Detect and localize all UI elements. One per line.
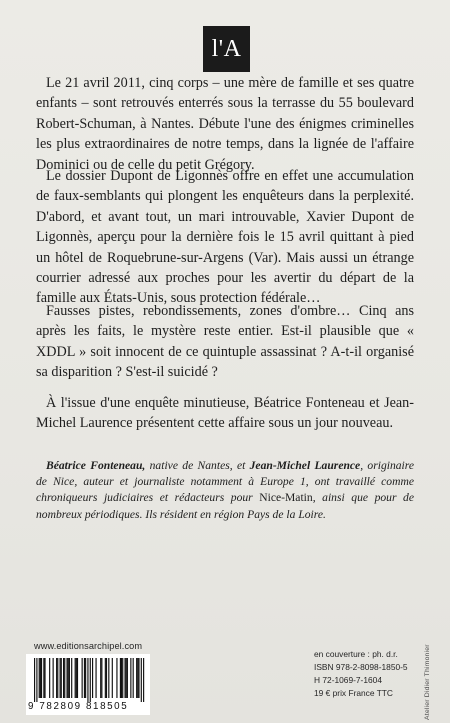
barcode-bar	[41, 658, 42, 698]
barcode-bar	[136, 658, 137, 698]
bio-text-2: , originaire de Nice, auteur et journaliste notamment à Europe 1, ont travaillé comme chroniqueurs judiciaires et rédacteurs pour	[36, 459, 415, 505]
barcode-bar	[95, 658, 96, 698]
price: 19 € prix France TTC	[314, 687, 393, 698]
barcode-bar	[138, 658, 139, 698]
author-2-name: Jean-Michel Laurence	[249, 459, 361, 472]
barcode-bar	[101, 658, 102, 698]
barcode-bar	[112, 658, 113, 698]
barcode-bar	[34, 658, 35, 702]
barcode-bar	[82, 658, 83, 698]
publisher-website: www.editionsarchipel.com	[34, 641, 143, 651]
barcode-bar	[56, 658, 57, 698]
barcode-bar	[122, 658, 123, 698]
paragraph-2: Le dossier Dupont de Ligonnès offre en effet une accumulation de faux-semblants qui plongent les enquêteurs dans la perplexité. D'abord, et avant tout, un mari introuvable, Xavier Dupont de Ligonnès, aperçu pour la dernière fois le 15 avril quittant à pied un hôtel de Roquebrune-sur-Argens (Var). Mais aussi un étrange courrier adressé aux proches pour les avertir du départ de la famille aux États-Unis, sous protection fédérale…	[36, 168, 414, 307]
barcode-bar	[61, 658, 62, 698]
barcode-bar	[63, 658, 64, 698]
design-credit: Atelier Didier Thimonier	[424, 644, 431, 720]
barcode-bar	[53, 658, 54, 698]
barcode-bar	[143, 658, 144, 702]
barcode-bar	[84, 658, 85, 698]
barcode-bar	[75, 658, 76, 698]
barcode-bar	[76, 658, 77, 698]
bio-text-1: native de Nantes, et	[145, 459, 250, 472]
barcode-bar	[60, 658, 61, 698]
barcode-bar	[77, 658, 78, 698]
barcode-bar	[68, 658, 69, 698]
barcode-bar	[137, 658, 138, 698]
barcode-bar	[40, 658, 41, 698]
paragraph-4: À l'issue d'une enquête minutieuse, Béatrice Fonteneau et Jean-Michel Laurence présentent cette affaire sous un jour nouveau.	[36, 395, 414, 432]
barcode-bars	[26, 654, 150, 702]
barcode-bar	[92, 658, 93, 698]
publisher-logo: l'A	[203, 26, 250, 72]
paragraph-3: Fausses pistes, rebondissements, zones d'ombre… Cinq ans après les faits, le mystère reste entier. Est-il plausible que « XDDL » soit innocent de ce quintuple assassinat ? A-t-il organisé sa disparition ? S'est-il suicidé ?	[36, 303, 414, 381]
paragraph-1: Le 21 avril 2011, cinq corps – une mère de famille et ses quatre enfants – sont retrouvés enterrés sous la terrasse du 55 boulevard Robert-Schuman, à Nantes. Débute l'une des énigmes criminelles les plus extraordinaires de notre temps, dans la lignée de l'affaire Dominici ou de celle du petit Grégory.	[36, 75, 414, 173]
barcode-bar	[49, 658, 50, 698]
barcode-bar	[69, 658, 70, 698]
barcode-bar	[44, 658, 45, 698]
barcode-bar	[126, 658, 127, 698]
author-bio	[36, 458, 414, 523]
barcode-bar	[64, 658, 65, 698]
barcode-bar	[106, 658, 107, 698]
barcode-bar	[130, 658, 131, 698]
barcode-bar	[120, 658, 121, 698]
barcode-bar	[71, 658, 72, 698]
author-1-name: Béatrice Fonteneau,	[46, 459, 146, 472]
barcode-bar	[141, 658, 142, 702]
barcode-bar	[85, 658, 86, 698]
barcode-bar	[90, 658, 91, 702]
barcode-bar	[105, 658, 106, 698]
bio-text-3: , ainsi que pour de nombreux périodiques. Ils résident en région Pays de la Loire.	[36, 491, 415, 521]
book-info	[314, 648, 410, 700]
barcode-bar	[100, 658, 101, 698]
product-code: H 72-1069-7-1604	[314, 674, 382, 685]
barcode-number: 9 782809 818505	[28, 701, 129, 712]
cover-credit: en couverture : ph. d.r.	[314, 649, 398, 659]
barcode-bar	[124, 658, 125, 698]
barcode-bar	[39, 658, 40, 698]
barcode-bar	[127, 658, 128, 698]
barcode-bar	[108, 658, 109, 698]
publication-name: Nice-Matin	[259, 491, 313, 505]
barcode-bar	[121, 658, 122, 698]
barcode-bar	[87, 658, 88, 702]
barcode	[26, 654, 150, 715]
barcode-bar	[57, 658, 58, 698]
barcode-bar	[66, 658, 67, 698]
barcode-bar	[36, 658, 37, 702]
barcode-bar	[116, 658, 117, 698]
isbn: ISBN 978-2-8098-1850-5	[314, 661, 408, 672]
barcode-bar	[43, 658, 44, 698]
barcode-bar	[133, 658, 134, 698]
